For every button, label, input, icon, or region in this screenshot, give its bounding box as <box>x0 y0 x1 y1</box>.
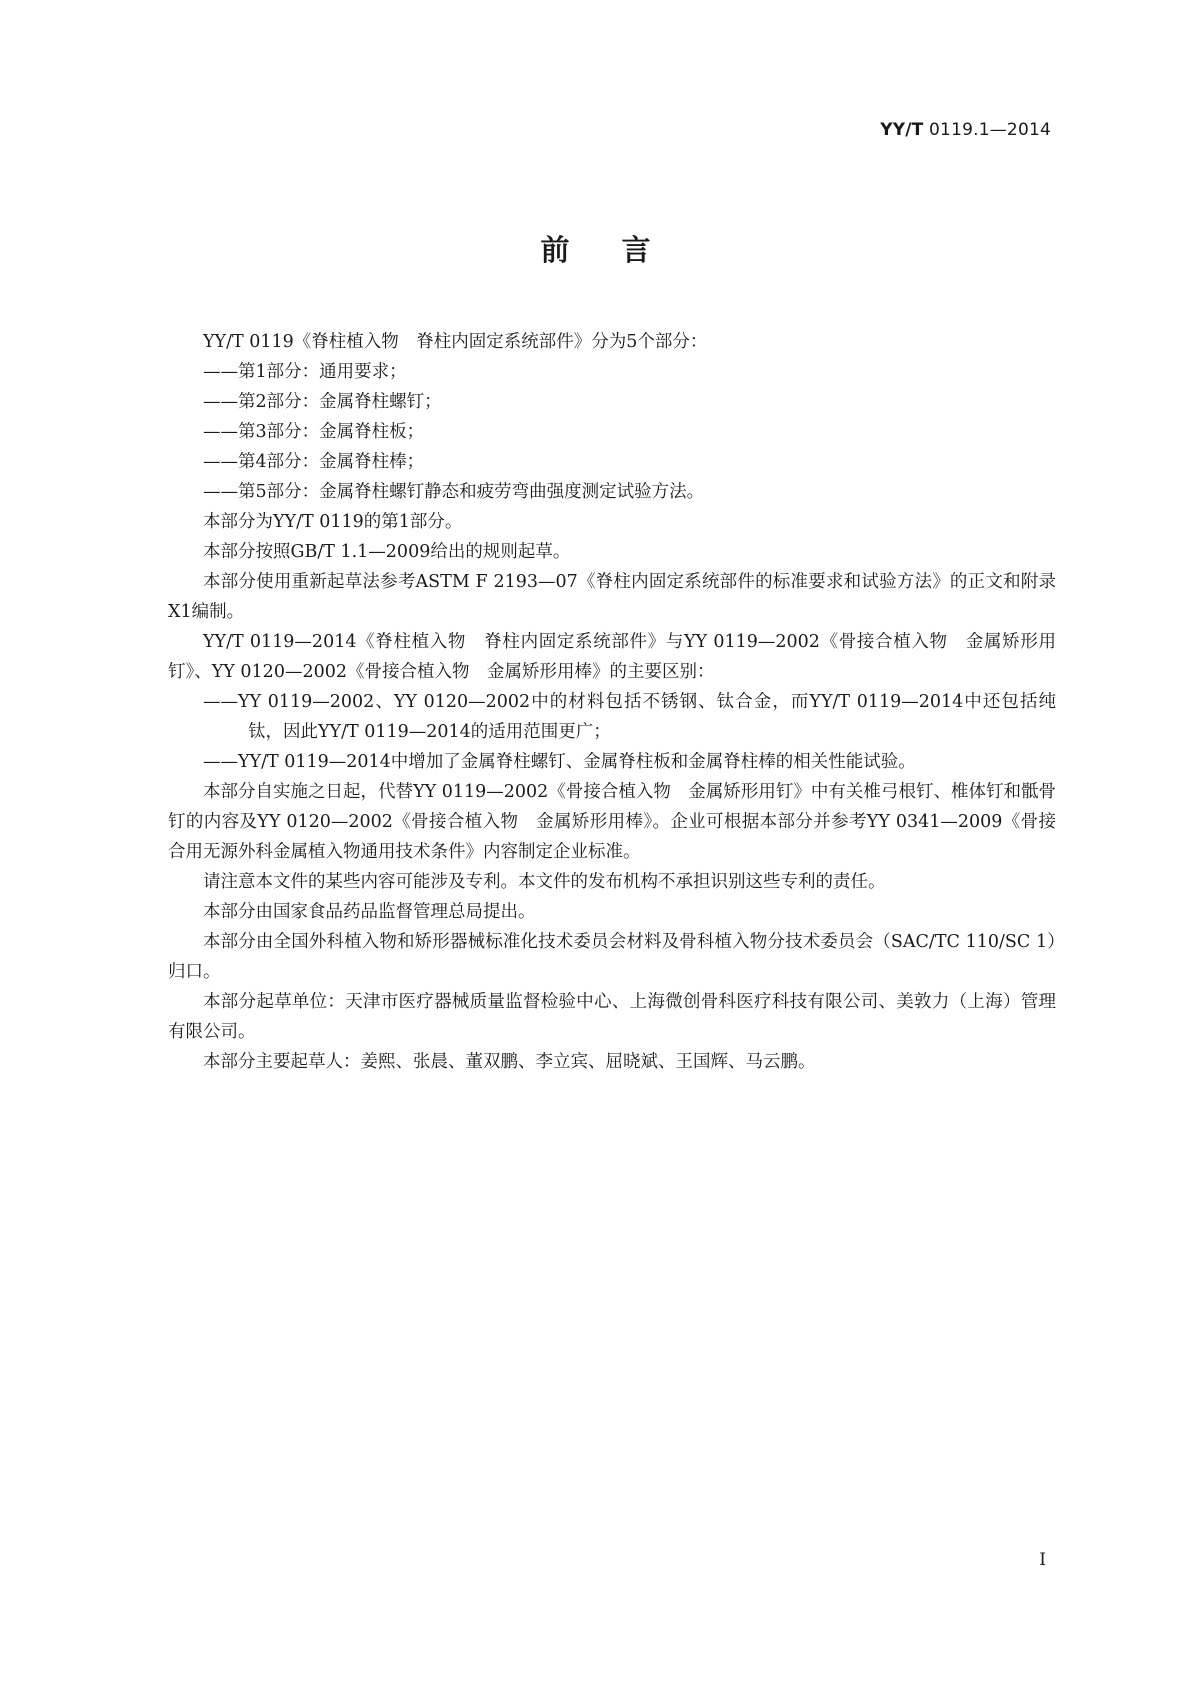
paragraph: 本部分按照GB/T 1.1—2009给出的规则起草。 <box>203 542 571 562</box>
paragraph: 本部分起草单位：天津市医疗器械质量监督检验中心、上海微创骨科医疗科技有限公司、美敦力（上海）管理有限公司。 <box>168 992 1056 1042</box>
list-item: ——YY 0119—2002、YY 0120—2002中的材料包括不锈钢、钛合金，而YY/T 0119—2014中还包括纯钛，因此YY/T 0119—2014的适用范围更广； <box>203 692 1056 742</box>
standard-code <box>880 120 1051 140</box>
paragraph: YY/T 0119—2014《脊柱植入物 脊柱内固定系统部件》与YY 0119—2002《骨接合植入物 金属矫形用钉》、YY 0120—2002《骨接合植入物 金属矫形用棒》的主要区别： <box>168 632 1056 682</box>
list-item: ——第3部分：金属脊柱板； <box>203 422 425 442</box>
list-item: ——第4部分：金属脊柱棒； <box>203 452 425 472</box>
standard-code-number: 0119.1—2014 <box>923 120 1051 140</box>
paragraph: 本部分主要起草人：姜熙、张晨、董双鹏、李立宾、屈晓斌、王国辉、马云鹏。 <box>203 1052 816 1072</box>
foreword-body <box>168 327 1056 1077</box>
list-item: ——YY/T 0119—2014中增加了金属脊柱螺钉、金属脊柱板和金属脊柱棒的相关性能试验。 <box>203 752 916 772</box>
list-item: ——第1部分：通用要求； <box>203 362 407 382</box>
page-title: 前言 <box>540 233 703 267</box>
paragraph: 请注意本文件的某些内容可能涉及专利。本文件的发布机构不承担识别这些专利的责任。 <box>203 872 886 892</box>
paragraph: 本部分由全国外科植入物和矫形器械标准化技术委员会材料及骨科植入物分技术委员会（SAC/TC 110/SC 1）归口。 <box>168 932 1056 982</box>
standard-code-prefix: YY/T <box>880 120 924 140</box>
paragraph: 本部分自实施之日起，代替YY 0119—2002《骨接合植入物 金属矫形用钉》中有关椎弓根钉、椎体钉和骶骨钉的内容及YY 0120—2002《骨接合植入物 金属矫形用棒》。企业可根据本部分并参考YY 0341—2009《骨接合用无源外科金属植入物通用技术条件》内容制定企业标准。 <box>168 782 1056 862</box>
list-item: ——第5部分：金属脊柱螺钉静态和疲劳弯曲强度测定试验方法。 <box>203 482 705 502</box>
paragraph: 本部分由国家食品药品监督管理总局提出。 <box>203 902 536 922</box>
paragraph: 本部分为YY/T 0119的第1部分。 <box>203 512 463 532</box>
list-item: ——第2部分：金属脊柱螺钉； <box>203 392 442 412</box>
paragraph: YY/T 0119《脊柱植入物 脊柱内固定系统部件》分为5个部分： <box>203 332 708 352</box>
page-number: I <box>1039 1550 1046 1570</box>
paragraph: 本部分使用重新起草法参考ASTM F 2193—07《脊柱内固定系统部件的标准要求和试验方法》的正文和附录X1编制。 <box>168 572 1056 622</box>
